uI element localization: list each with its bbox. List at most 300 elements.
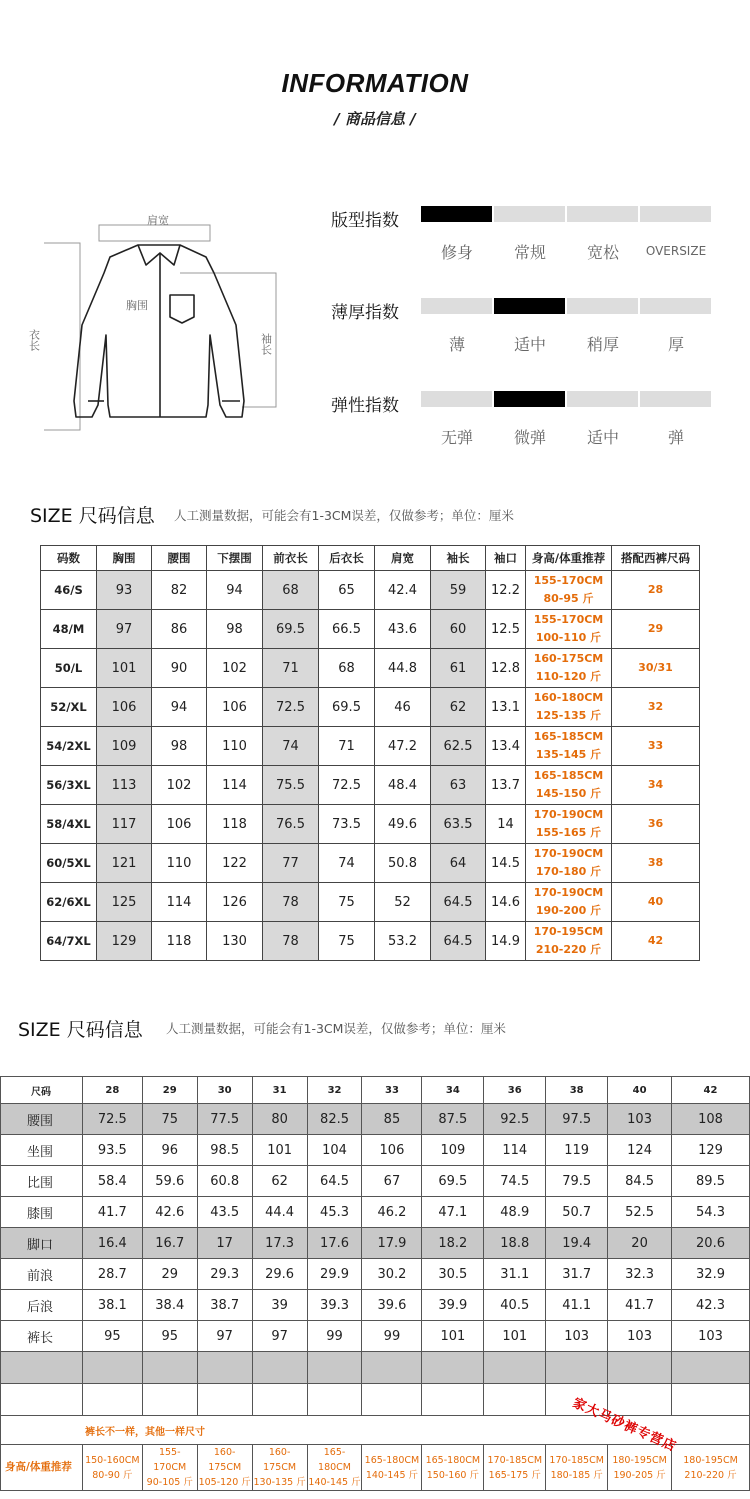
value-cell: 63 xyxy=(431,766,486,805)
value-cell: 118 xyxy=(207,805,263,844)
index-option: 稍厚 xyxy=(586,335,619,354)
height-range: 165-180CM xyxy=(425,1454,481,1466)
value-cell: 85 xyxy=(362,1104,422,1135)
pants-size-cell: 36 xyxy=(612,805,700,844)
weight-range: 80-90 斤 xyxy=(92,1469,133,1481)
measure-label-cell: 比围 xyxy=(1,1166,83,1197)
height-range: 160-175CM xyxy=(263,1447,297,1473)
value-cell: 42.4 xyxy=(375,571,431,610)
value-cell: 114 xyxy=(484,1135,546,1166)
value-cell: 92.5 xyxy=(484,1104,546,1135)
sleeve-label: 袖长 xyxy=(259,333,273,355)
size-header-cell: 30 xyxy=(197,1077,252,1104)
value-cell: 14 xyxy=(486,805,526,844)
size-header-cell: 31 xyxy=(252,1077,307,1104)
weight-range: 90-105 斤 xyxy=(146,1477,193,1488)
empty-cell xyxy=(197,1384,252,1416)
height-range: 170-190CM xyxy=(533,847,604,860)
value-cell: 48.9 xyxy=(484,1197,546,1228)
empty-cell xyxy=(546,1352,608,1384)
value-cell: 102 xyxy=(152,766,207,805)
value-cell: 60.8 xyxy=(197,1166,252,1197)
value-cell: 75.5 xyxy=(263,766,319,805)
measure-label-cell: 脚口 xyxy=(1,1228,83,1259)
value-cell: 58.4 xyxy=(82,1166,142,1197)
value-cell: 38.1 xyxy=(82,1290,142,1321)
height-range: 160-175CM xyxy=(208,1447,242,1473)
empty-cell xyxy=(672,1352,750,1384)
value-cell: 13.1 xyxy=(486,688,526,727)
value-cell: 64.5 xyxy=(307,1166,362,1197)
value-cell: 12.5 xyxy=(486,610,526,649)
value-cell: 89.5 xyxy=(672,1166,750,1197)
value-cell: 110 xyxy=(207,727,263,766)
index-label: 版型指数 xyxy=(331,211,399,231)
value-cell: 106 xyxy=(97,688,152,727)
value-cell: 74 xyxy=(263,727,319,766)
value-cell: 29.9 xyxy=(307,1259,362,1290)
value-cell: 45.3 xyxy=(307,1197,362,1228)
value-cell: 122 xyxy=(207,844,263,883)
value-cell: 94 xyxy=(207,571,263,610)
value-cell: 113 xyxy=(97,766,152,805)
index-bar-segment xyxy=(640,206,711,222)
value-cell: 119 xyxy=(546,1135,608,1166)
empty-cell xyxy=(82,1384,142,1416)
value-cell: 109 xyxy=(97,727,152,766)
value-cell: 62 xyxy=(431,688,486,727)
pants-size-cell: 28 xyxy=(612,571,700,610)
value-cell: 80 xyxy=(252,1104,307,1135)
weight-range: 155-165 斤 xyxy=(535,826,602,839)
value-cell: 101 xyxy=(97,649,152,688)
value-cell: 121 xyxy=(97,844,152,883)
value-cell: 114 xyxy=(152,883,207,922)
index-option: 无弹 xyxy=(440,428,473,447)
value-cell: 78 xyxy=(263,883,319,922)
shoulder-label: 肩宽 xyxy=(147,214,169,227)
recommend-cell xyxy=(484,1445,546,1491)
empty-cell xyxy=(672,1384,750,1416)
size-header-cell: 42 xyxy=(672,1077,750,1104)
weight-range: 180-185 斤 xyxy=(550,1469,603,1481)
weight-range: 105-120 斤 xyxy=(198,1477,251,1488)
value-cell: 67 xyxy=(362,1166,422,1197)
pants-size-cell: 29 xyxy=(612,610,700,649)
value-cell: 86 xyxy=(152,610,207,649)
pants-size-cell: 42 xyxy=(612,922,700,961)
value-cell: 13.4 xyxy=(486,727,526,766)
value-cell: 103 xyxy=(608,1104,672,1135)
index-label: 弹性指数 xyxy=(331,396,399,416)
shirt-diagram xyxy=(27,205,290,445)
value-cell: 75 xyxy=(319,922,375,961)
value-cell: 17.3 xyxy=(252,1228,307,1259)
table-row xyxy=(41,688,700,727)
empty-cell xyxy=(252,1384,307,1416)
pants-size-cell: 33 xyxy=(612,727,700,766)
weight-range: 190-200 斤 xyxy=(535,904,602,917)
value-cell: 76.5 xyxy=(263,805,319,844)
empty-cell xyxy=(608,1352,672,1384)
height-range: 170-185CM xyxy=(487,1454,543,1466)
height-range: 170-195CM xyxy=(533,925,604,938)
value-cell: 42.3 xyxy=(672,1290,750,1321)
value-cell: 72.5 xyxy=(319,766,375,805)
table-row xyxy=(41,727,700,766)
table-row xyxy=(1,1228,750,1259)
height-range: 170-190CM xyxy=(533,886,604,899)
table-header-cell: 袖口 xyxy=(486,546,526,571)
size-header-cell: 29 xyxy=(142,1077,197,1104)
value-cell: 94 xyxy=(152,688,207,727)
value-cell: 95 xyxy=(82,1321,142,1352)
table-header-cell: 下摆围 xyxy=(207,546,263,571)
recommend-cell xyxy=(362,1445,422,1491)
value-cell: 97 xyxy=(97,610,152,649)
value-cell: 50.7 xyxy=(546,1197,608,1228)
recommend-cell xyxy=(526,766,612,805)
table-header-cell: 搭配西裤尺码 xyxy=(612,546,700,571)
table-row xyxy=(1,1445,750,1491)
value-cell: 72.5 xyxy=(263,688,319,727)
index-option: 适中 xyxy=(586,428,619,447)
height-range: 170-190CM xyxy=(533,808,604,821)
section-title: INFORMATION xyxy=(281,68,469,98)
table-row xyxy=(1,1321,750,1352)
empty-cell xyxy=(252,1352,307,1384)
value-cell: 29.6 xyxy=(252,1259,307,1290)
value-cell: 46.2 xyxy=(362,1197,422,1228)
value-cell: 28.7 xyxy=(82,1259,142,1290)
height-range: 165-185CM xyxy=(533,730,604,743)
index-bar-segment xyxy=(640,391,711,407)
pants-size-cell: 30/31 xyxy=(612,649,700,688)
table-row xyxy=(1,1197,750,1228)
index-bar-segment xyxy=(567,298,638,314)
pants-size-cell: 40 xyxy=(612,883,700,922)
table-row xyxy=(41,844,700,883)
weight-range: 190-205 斤 xyxy=(613,1469,666,1481)
index-option: 修身 xyxy=(440,243,473,262)
empty-cell xyxy=(422,1352,484,1384)
recommend-cell xyxy=(672,1445,750,1491)
size-cell: 58/4XL xyxy=(41,805,97,844)
weight-range: 130-135 斤 xyxy=(253,1477,306,1488)
value-cell: 13.7 xyxy=(486,766,526,805)
value-cell: 39 xyxy=(252,1290,307,1321)
value-cell: 30.5 xyxy=(422,1259,484,1290)
value-cell: 29 xyxy=(142,1259,197,1290)
recommend-cell xyxy=(526,727,612,766)
index-option: 弹 xyxy=(667,428,684,447)
value-cell: 79.5 xyxy=(546,1166,608,1197)
section-subtitle: / 商品信息 / xyxy=(334,110,416,128)
value-cell: 47.1 xyxy=(422,1197,484,1228)
value-cell: 44.8 xyxy=(375,649,431,688)
height-range: 165-185CM xyxy=(533,769,604,782)
length-label: 衣长 xyxy=(27,329,41,351)
index-option: 适中 xyxy=(513,335,546,354)
value-cell: 18.8 xyxy=(484,1228,546,1259)
recommend-label-cell: 身高/体重推荐 xyxy=(1,1445,83,1491)
height-range: 165-180CM xyxy=(318,1447,351,1473)
value-cell: 93.5 xyxy=(82,1135,142,1166)
table-row xyxy=(41,610,700,649)
header-label-cell: 尺码 xyxy=(1,1077,83,1104)
recommend-cell xyxy=(526,922,612,961)
value-cell: 59 xyxy=(431,571,486,610)
value-cell: 20 xyxy=(608,1228,672,1259)
size-cell: 52/XL xyxy=(41,688,97,727)
height-range: 160-175CM xyxy=(533,652,604,665)
value-cell: 17.6 xyxy=(307,1228,362,1259)
value-cell: 31.1 xyxy=(484,1259,546,1290)
index-bar-segment xyxy=(421,298,492,314)
value-cell: 98 xyxy=(152,727,207,766)
table-row xyxy=(1,1166,750,1197)
pants-size-note: 人工测量数据，可能会有1-3CM误差，仅做参考；单位：厘米 xyxy=(166,1021,506,1036)
table-header-cell: 码数 xyxy=(41,546,97,571)
value-cell: 64.5 xyxy=(431,883,486,922)
height-range: 155-170CM xyxy=(533,613,604,626)
weight-range: 110-120 斤 xyxy=(535,670,602,683)
value-cell: 74.5 xyxy=(484,1166,546,1197)
empty-cell xyxy=(307,1384,362,1416)
empty-cell xyxy=(1,1384,83,1416)
weight-range: 100-110 斤 xyxy=(535,631,602,644)
value-cell: 19.4 xyxy=(546,1228,608,1259)
index-bar-segment xyxy=(421,206,492,222)
table-row xyxy=(41,766,700,805)
size-header-cell: 38 xyxy=(546,1077,608,1104)
recommend-cell xyxy=(526,883,612,922)
table-row xyxy=(41,649,700,688)
height-range: 170-185CM xyxy=(549,1454,604,1466)
value-cell: 84.5 xyxy=(608,1166,672,1197)
value-cell: 66.5 xyxy=(319,610,375,649)
value-cell: 75 xyxy=(319,883,375,922)
height-range: 160-180CM xyxy=(533,691,604,704)
table-row xyxy=(41,922,700,961)
value-cell: 68 xyxy=(319,649,375,688)
value-cell: 69.5 xyxy=(422,1166,484,1197)
height-range: 180-195CM xyxy=(612,1454,667,1466)
recommend-cell xyxy=(546,1445,608,1491)
weight-range: 210-220 斤 xyxy=(684,1469,737,1481)
value-cell: 71 xyxy=(263,649,319,688)
value-cell: 42.6 xyxy=(142,1197,197,1228)
size-header-cell: 32 xyxy=(307,1077,362,1104)
value-cell: 101 xyxy=(422,1321,484,1352)
index-option: 微弹 xyxy=(513,428,546,447)
value-cell: 16.4 xyxy=(82,1228,142,1259)
value-cell: 97 xyxy=(252,1321,307,1352)
index-option: OVERSIZE xyxy=(645,244,707,258)
value-cell: 38.7 xyxy=(197,1290,252,1321)
value-cell: 103 xyxy=(608,1321,672,1352)
value-cell: 98.5 xyxy=(197,1135,252,1166)
value-cell: 106 xyxy=(207,688,263,727)
table-header-cell: 肩宽 xyxy=(375,546,431,571)
value-cell: 103 xyxy=(672,1321,750,1352)
value-cell: 102 xyxy=(207,649,263,688)
table-header-cell: 后衣长 xyxy=(319,546,375,571)
empty-cell xyxy=(484,1352,546,1384)
value-cell: 52.5 xyxy=(608,1197,672,1228)
table-header-cell: 身高/体重推荐 xyxy=(526,546,612,571)
empty-cell xyxy=(197,1352,252,1384)
pants-note: 裤长不一样，其他一样尺寸 xyxy=(1,1416,750,1445)
empty-cell xyxy=(484,1384,546,1416)
value-cell: 101 xyxy=(484,1321,546,1352)
empty-cell xyxy=(362,1384,422,1416)
value-cell: 53.2 xyxy=(375,922,431,961)
table-row xyxy=(41,805,700,844)
index-bar-segment xyxy=(567,206,638,222)
value-cell: 87.5 xyxy=(422,1104,484,1135)
value-cell: 43.5 xyxy=(197,1197,252,1228)
value-cell: 14.5 xyxy=(486,844,526,883)
recommend-cell xyxy=(252,1445,307,1491)
empty-cell xyxy=(142,1352,197,1384)
value-cell: 97.5 xyxy=(546,1104,608,1135)
value-cell: 44.4 xyxy=(252,1197,307,1228)
value-cell: 69.5 xyxy=(319,688,375,727)
size-header-cell: 40 xyxy=(608,1077,672,1104)
value-cell: 64.5 xyxy=(431,922,486,961)
value-cell: 54.3 xyxy=(672,1197,750,1228)
index-bar-segment xyxy=(640,298,711,314)
index-label: 薄厚指数 xyxy=(331,303,399,323)
value-cell: 62.5 xyxy=(431,727,486,766)
value-cell: 69.5 xyxy=(263,610,319,649)
value-cell: 39.6 xyxy=(362,1290,422,1321)
height-range: 180-195CM xyxy=(683,1454,738,1466)
value-cell: 18.2 xyxy=(422,1228,484,1259)
value-cell: 30.2 xyxy=(362,1259,422,1290)
size-cell: 50/L xyxy=(41,649,97,688)
empty-cell xyxy=(82,1352,142,1384)
value-cell: 72.5 xyxy=(82,1104,142,1135)
recommend-cell xyxy=(526,571,612,610)
size-header-cell: 34 xyxy=(422,1077,484,1104)
value-cell: 109 xyxy=(422,1135,484,1166)
value-cell: 41.7 xyxy=(608,1290,672,1321)
value-cell: 65 xyxy=(319,571,375,610)
weight-range: 150-160 斤 xyxy=(426,1469,479,1481)
weight-range: 135-145 斤 xyxy=(535,748,602,761)
value-cell: 14.6 xyxy=(486,883,526,922)
table-row xyxy=(1,1384,750,1416)
value-cell: 49.6 xyxy=(375,805,431,844)
value-cell: 59.6 xyxy=(142,1166,197,1197)
recommend-cell xyxy=(197,1445,252,1491)
recommend-cell xyxy=(526,805,612,844)
size-cell: 64/7XL xyxy=(41,922,97,961)
weight-range: 170-180 斤 xyxy=(535,865,602,878)
value-cell: 114 xyxy=(207,766,263,805)
measure-label-cell: 裤长 xyxy=(1,1321,83,1352)
table-row xyxy=(1,1135,750,1166)
measure-label-cell: 膝围 xyxy=(1,1197,83,1228)
recommend-cell xyxy=(608,1445,672,1491)
recommend-cell xyxy=(82,1445,142,1491)
size-cell: 54/2XL xyxy=(41,727,97,766)
table-row xyxy=(41,571,700,610)
value-cell: 47.2 xyxy=(375,727,431,766)
value-cell: 95 xyxy=(142,1321,197,1352)
size-cell: 48/M xyxy=(41,610,97,649)
value-cell: 97 xyxy=(197,1321,252,1352)
value-cell: 48.4 xyxy=(375,766,431,805)
recommend-cell xyxy=(142,1445,197,1491)
size-header-cell: 36 xyxy=(484,1077,546,1104)
value-cell: 125 xyxy=(97,883,152,922)
index-option: 常规 xyxy=(513,243,546,262)
value-cell: 124 xyxy=(608,1135,672,1166)
value-cell: 61 xyxy=(431,649,486,688)
value-cell: 17.9 xyxy=(362,1228,422,1259)
value-cell: 32.9 xyxy=(672,1259,750,1290)
value-cell: 38.4 xyxy=(142,1290,197,1321)
value-cell: 12.2 xyxy=(486,571,526,610)
value-cell: 75 xyxy=(142,1104,197,1135)
table-row xyxy=(1,1104,750,1135)
pants-size-cell: 32 xyxy=(612,688,700,727)
value-cell: 14.9 xyxy=(486,922,526,961)
recommend-cell xyxy=(526,844,612,883)
chest-label: 胸围 xyxy=(126,299,148,312)
value-cell: 93 xyxy=(97,571,152,610)
value-cell: 60 xyxy=(431,610,486,649)
value-cell: 117 xyxy=(97,805,152,844)
recommend-cell xyxy=(526,610,612,649)
value-cell: 129 xyxy=(97,922,152,961)
value-cell: 99 xyxy=(362,1321,422,1352)
height-range: 150-160CM xyxy=(85,1454,140,1466)
size-note: 人工测量数据，可能会有1-3CM误差，仅做参考；单位：厘米 xyxy=(174,508,514,523)
value-cell: 62 xyxy=(252,1166,307,1197)
value-cell: 110 xyxy=(152,844,207,883)
measure-label-cell: 前浪 xyxy=(1,1259,83,1290)
weight-range: 165-175 斤 xyxy=(488,1469,541,1481)
measure-label-cell: 坐围 xyxy=(1,1135,83,1166)
value-cell: 118 xyxy=(152,922,207,961)
value-cell: 77 xyxy=(263,844,319,883)
size-header-cell: 33 xyxy=(362,1077,422,1104)
table-header-cell: 胸围 xyxy=(97,546,152,571)
value-cell: 108 xyxy=(672,1104,750,1135)
value-cell: 129 xyxy=(672,1135,750,1166)
value-cell: 64 xyxy=(431,844,486,883)
empty-cell xyxy=(422,1384,484,1416)
table-row xyxy=(41,883,700,922)
value-cell: 96 xyxy=(142,1135,197,1166)
recommend-cell xyxy=(422,1445,484,1491)
weight-range: 145-150 斤 xyxy=(535,787,602,800)
pants-size-heading: SIZE 尺码信息 xyxy=(18,1019,143,1041)
size-header-cell: 28 xyxy=(82,1077,142,1104)
value-cell: 68 xyxy=(263,571,319,610)
weight-range: 125-135 斤 xyxy=(535,709,602,722)
empty-cell xyxy=(142,1384,197,1416)
empty-cell xyxy=(1,1352,83,1384)
index-bar-segment xyxy=(567,391,638,407)
size-heading: SIZE 尺码信息 xyxy=(30,505,155,527)
value-cell: 50.8 xyxy=(375,844,431,883)
size-cell: 62/6XL xyxy=(41,883,97,922)
